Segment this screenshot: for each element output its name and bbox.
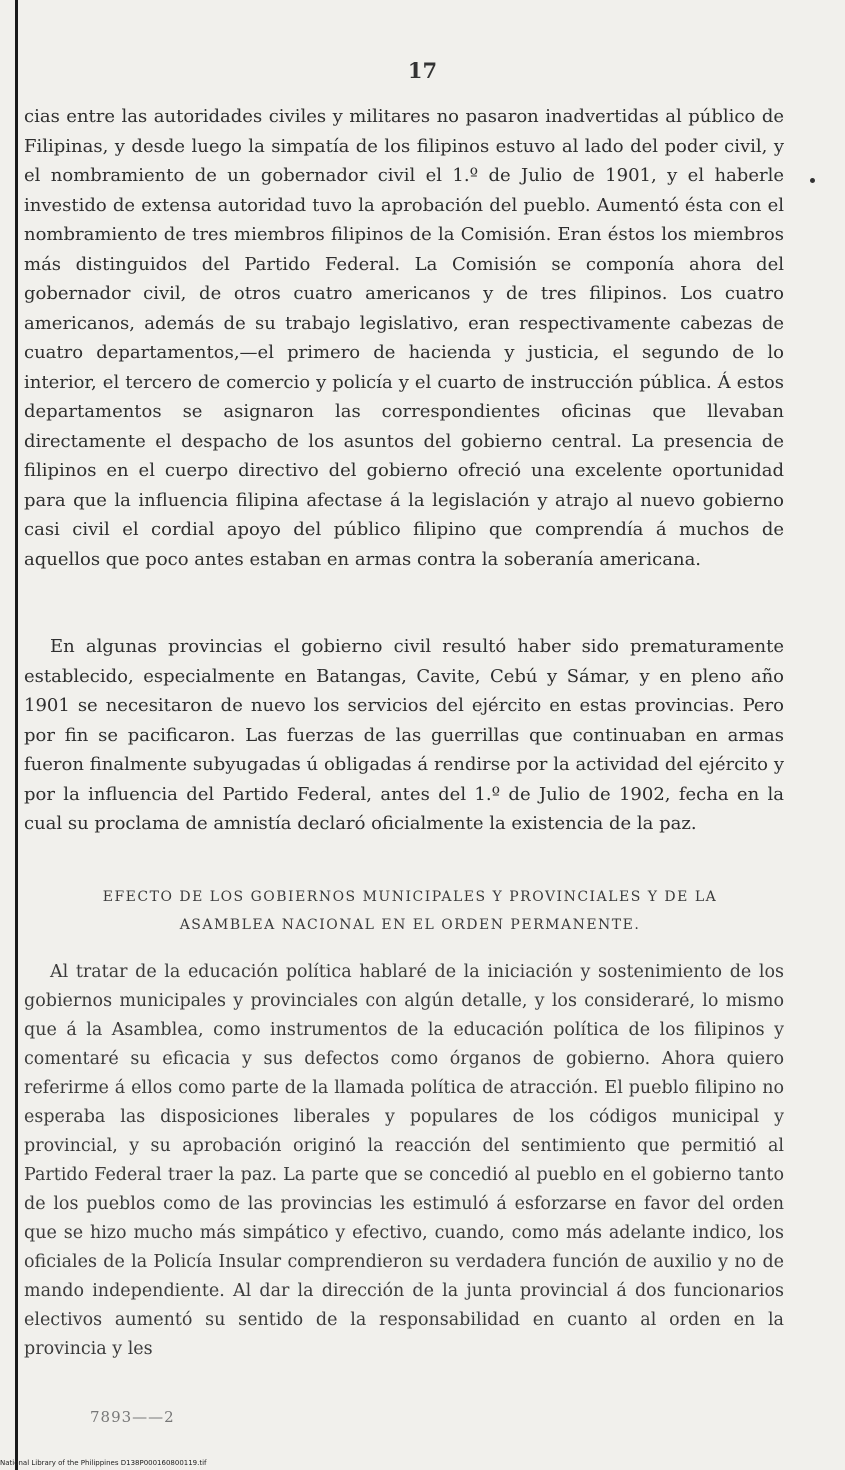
body-paragraph-2-block (24, 632, 784, 839)
page-number: 17 (407, 58, 438, 83)
page-edge-line (15, 0, 18, 1470)
body-paragraph-1: cias entre las autoridades civiles y militares no pasaron inadvertidas al público de Filipinas, y desde luego la simpatía de los filipinos estuvo al lado del poder civil, y el nombramiento de un gobernador civil el 1.º de Julio de 1901, y el haberle investido de extensa autoridad tuvo la aprobación del pueblo. Aumentó ésta con el nombramiento de tres miembros filipinos de la Comisión. Eran éstos los miembros más distinguidos del Partido Federal. La Comisión se componía ahora del gobernador civil, de otros cuatro americanos y de tres filipinos. Los cuatro americanos, además de su trabajo legislativo, eran respectivamente cabezas de cuatro departamentos,—el primero de hacienda y justicia, el segundo de lo interior, el tercero de comercio y policía y el cuarto de instrucción pública. Á estos departamentos se asignaron las correspondientes oficinas que llevaban directamente el despacho de los asuntos del gobierno central. La presencia de filipinos en el cuerpo directivo del gobierno ofreció una excelente oportunidad para que la influencia filipina afectase á la legislación y atrajo al nuevo gobierno casi civil el cordial apoyo del público filipino que comprendía á muchos de aquellos que poco antes estaban en armas contra la soberanía americana. (24, 106, 784, 570)
library-caption: National Library of the Philippines D138P000160800119.tif (0, 1459, 207, 1467)
body-paragraph-3-block (24, 958, 784, 1364)
footer-signature: 7893——2 (90, 1408, 175, 1426)
margin-dot (810, 178, 815, 183)
section-heading-line-2: ASAMBLEA NACIONAL EN EL ORDEN PERMANENTE. (179, 917, 641, 933)
body-paragraph-1-block (24, 102, 784, 574)
section-heading-line-1: EFECTO DE LOS GOBIERNOS MUNICIPALES Y PROVINCIALES Y DE LA (102, 889, 718, 905)
body-paragraph-3: Al tratar de la educación política hablaré de la iniciación y sostenimiento de los gobiernos municipales y provinciales con algún detalle, y los consideraré, lo mismo que á la Asamblea, como instrumentos de la educación política de los filipinos y comentaré su eficacia y sus defectos como órganos de gobierno. Ahora quiero referirme á ellos como parte de la llamada política de atracción. El pueblo filipino no esperaba las disposiciones liberales y populares de los códigos municipal y provincial, y su aprobación originó la reacción del sentimiento que permitió al Partido Federal traer la paz. La parte que se concedió al pueblo en el gobierno tanto de los pueblos como de las provincias les estimuló á esforzarse en favor del orden que se hizo mucho más simpático y efectivo, cuando, como más adelante indico, los oficiales de la Policía Insular comprendieron su verdadera función de auxilio y no de mando independiente. Al dar la dirección de la junta provincial á dos funcionarios electivos aumentó su sentido de la responsabilidad en cuanto al orden en la provincia y les (24, 962, 784, 1359)
body-paragraph-2: En algunas provincias el gobierno civil resultó haber sido prematuramente establecido, especialmente en Batangas, Cavite, Cebú y Sámar, y en pleno año 1901 se necesitaron de nuevo los servicios del ejército en estas provincias. Pero por fin se pacificaron. Las fuerzas de las guerrillas que continuaban en armas fueron finalmente subyugadas ú obligadas á rendirse por la actividad del ejército y por la influencia del Partido Federal, antes del 1.º de Julio de 1902, fecha en la cual su proclama de amnistía declaró oficialmente la existencia de la paz. (24, 636, 784, 834)
section-heading (40, 883, 780, 939)
